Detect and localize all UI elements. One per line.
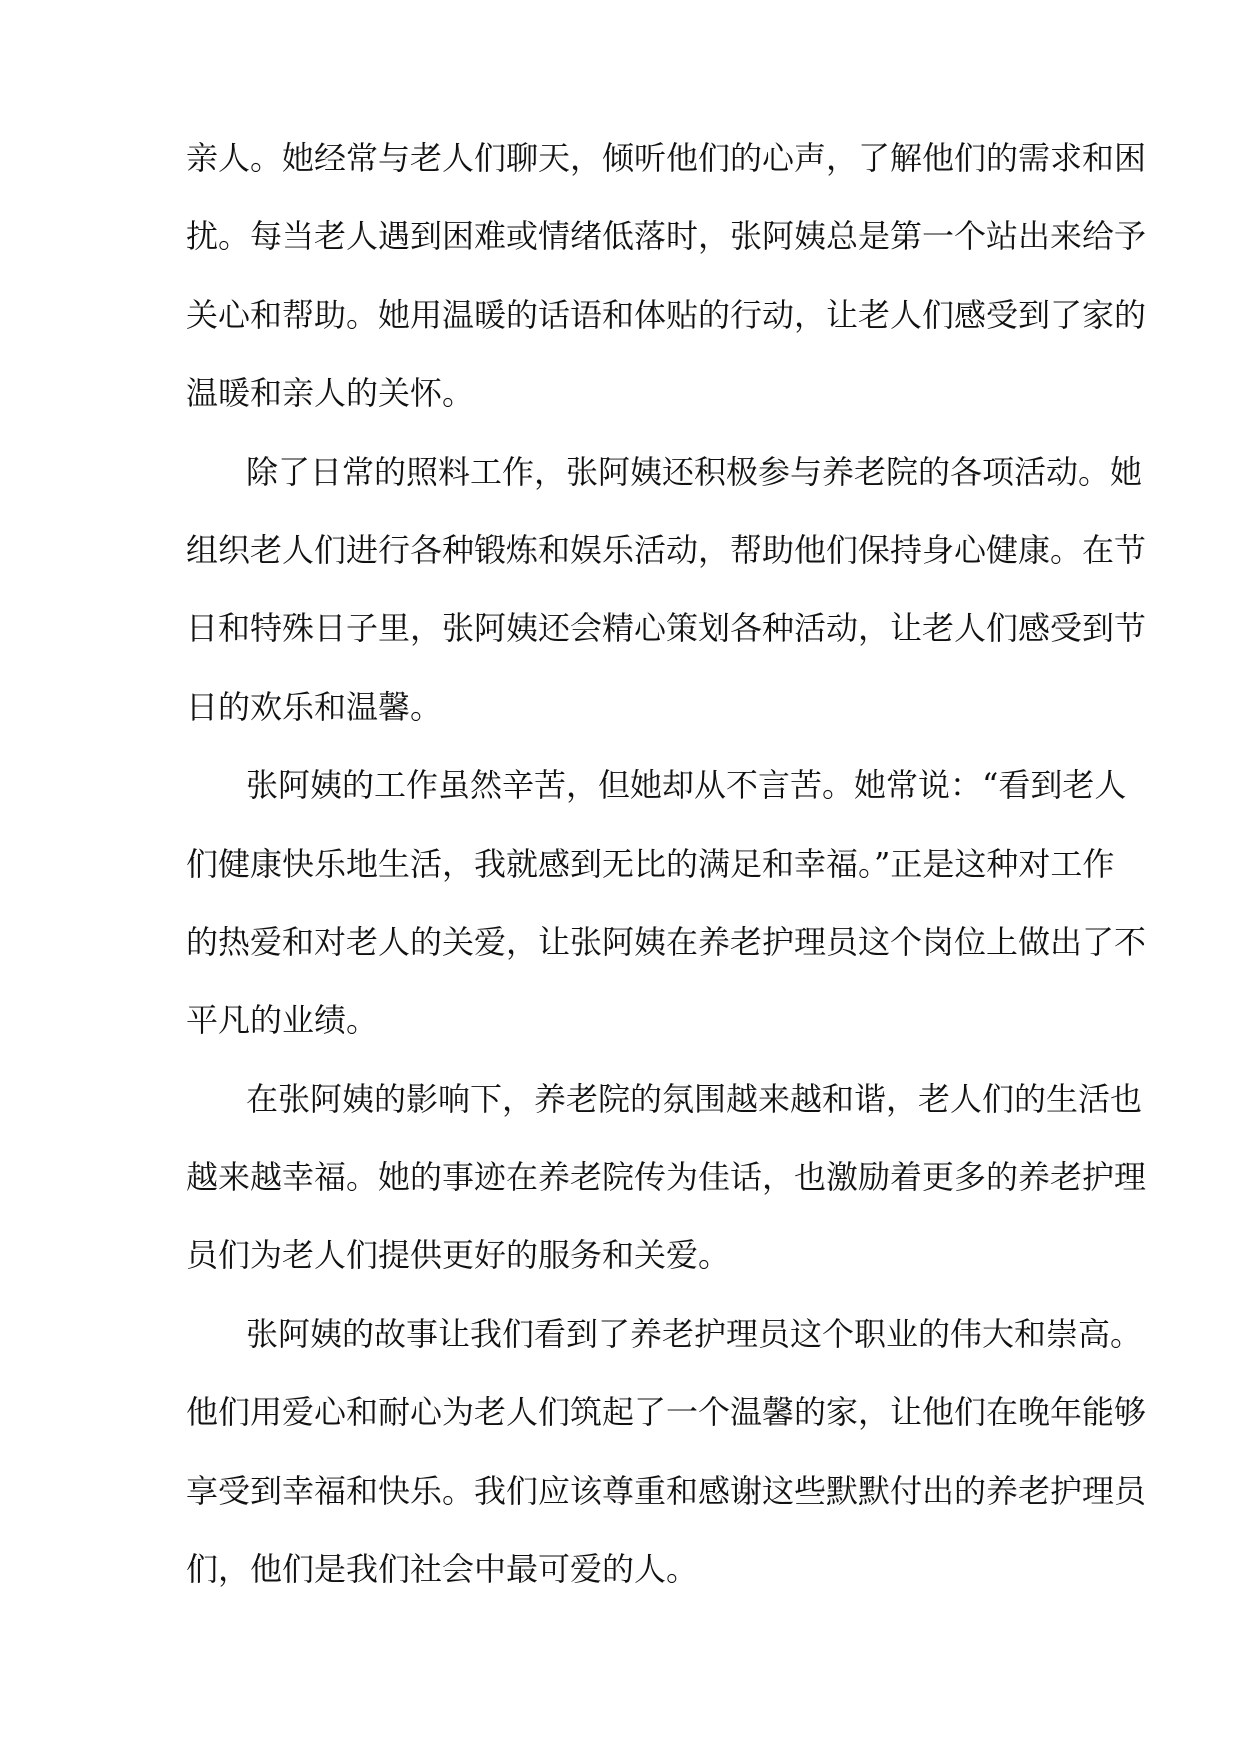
text-line: 的热爱和对老人的关爱，让张阿姨在养老护理员这个岗位上做出了不: [186, 922, 1147, 961]
text-line: 们，他们是我们社会中最可爱的人。: [186, 1550, 699, 1589]
text-line: 享受到幸福和快乐。我们应该尊重和感谢这些默默付出的养老护理员: [186, 1471, 1147, 1510]
text-line: 日和特殊日子里，张阿姨还会精心策划各种活动，让老人们感受到节: [186, 609, 1147, 648]
text-line: 关心和帮助。她用温暖的话语和体贴的行动，让老人们感受到了家的: [186, 295, 1147, 334]
text-line: 温暖和亲人的关怀。: [186, 374, 475, 413]
text-line: 越来越幸福。她的事迹在养老院传为佳话，也激励着更多的养老护理: [186, 1158, 1147, 1197]
text-line: 们健康快乐地生活，我就感到无比的满足和幸福。”正是这种对工作: [186, 844, 1115, 883]
text-line: 平凡的业绩。: [186, 1001, 379, 1040]
text-line: 员们为老人们提供更好的服务和关爱。: [186, 1236, 731, 1275]
text-line: 亲人。她经常与老人们聊天，倾听他们的心声，了解他们的需求和困: [186, 139, 1147, 177]
paragraph-first-line: 张阿姨的故事让我们看到了养老护理员这个职业的伟大和崇高。: [246, 1314, 1143, 1353]
paragraph-first-line: 张阿姨的工作虽然辛苦，但她却从不言苦。她常说：“看到老人: [246, 766, 1127, 805]
text-line: 扰。每当老人遇到困难或情绪低落时，张阿姨总是第一个站出来给予: [186, 217, 1147, 256]
paragraph-first-line: 在张阿姨的影响下，养老院的氛围越来越和谐，老人们的生活也: [246, 1079, 1143, 1118]
text-line: 日的欢乐和温馨。: [186, 687, 443, 726]
text-line: 组织老人们进行各种锻炼和娱乐活动，帮助他们保持身心健康。在节: [186, 530, 1147, 569]
body-text: [186, 139, 1147, 1628]
paragraph-first-line: 除了日常的照料工作，张阿姨还积极参与养老院的各项活动。她: [246, 452, 1143, 491]
text-line: 他们用爱心和耐心为老人们筑起了一个温馨的家，让他们在晚年能够: [186, 1393, 1147, 1432]
